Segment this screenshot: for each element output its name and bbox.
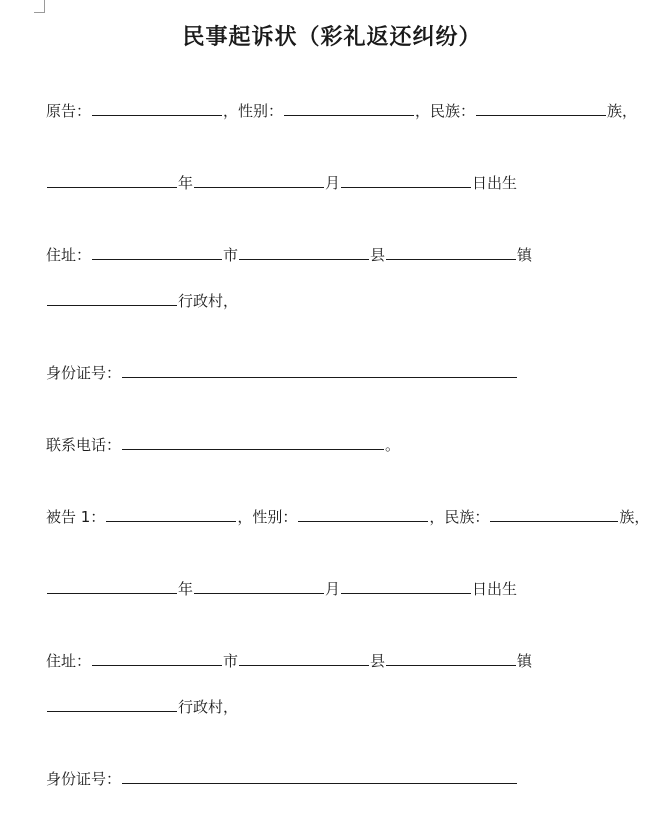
- plaintiff-id-blank[interactable]: [122, 362, 517, 378]
- defendant-birth-year-blank[interactable]: [47, 578, 177, 594]
- defendant-label: 被告 1：: [46, 508, 106, 526]
- plaintiff-birth-day-blank[interactable]: [341, 172, 471, 188]
- plaintiff-name-line: [46, 100, 637, 122]
- plaintiff-ethnicity-label: ，民族：: [415, 102, 476, 120]
- defendant-year-label: 年: [178, 580, 194, 598]
- plaintiff-birth-year-blank[interactable]: [47, 172, 177, 188]
- document-title: 民事起诉状（彩礼返还纠纷）: [182, 24, 482, 50]
- defendant-county-blank[interactable]: [239, 650, 369, 666]
- defendant-id-label: 身份证号：: [46, 770, 122, 788]
- plaintiff-gender-blank[interactable]: [284, 100, 414, 116]
- defendant-gender-blank[interactable]: [298, 506, 428, 522]
- plaintiff-year-label: 年: [178, 174, 194, 192]
- plaintiff-village-line: [46, 290, 238, 312]
- page-corner-mark: [34, 0, 45, 13]
- defendant-month-label: 月: [325, 580, 341, 598]
- plaintiff-id-line: [46, 362, 518, 384]
- defendant-city-blank[interactable]: [92, 650, 222, 666]
- plaintiff-city-blank[interactable]: [92, 244, 222, 260]
- defendant-village-line: [46, 696, 238, 718]
- plaintiff-id-label: 身份证号：: [46, 364, 122, 382]
- plaintiff-ethnicity-suffix: 族，: [607, 102, 638, 120]
- plaintiff-label: 原告：: [46, 102, 92, 120]
- plaintiff-phone-blank[interactable]: [122, 434, 384, 450]
- defendant-town-label: 镇: [517, 652, 533, 670]
- defendant-birth-day-blank[interactable]: [341, 578, 471, 594]
- defendant-ethnicity-label: ，民族：: [429, 508, 490, 526]
- plaintiff-village-blank[interactable]: [47, 290, 177, 306]
- defendant-birth-line: [46, 578, 517, 600]
- defendant-birth-month-blank[interactable]: [194, 578, 324, 594]
- defendant-county-label: 县: [370, 652, 386, 670]
- defendant-name-blank[interactable]: [106, 506, 236, 522]
- plaintiff-town-blank[interactable]: [386, 244, 516, 260]
- plaintiff-village-label: 行政村，: [178, 292, 239, 310]
- plaintiff-address-line: [46, 244, 532, 266]
- defendant-ethnicity-blank[interactable]: [490, 506, 618, 522]
- defendant-address-line: [46, 650, 532, 672]
- defendant-id-line: [46, 768, 518, 790]
- defendant-village-blank[interactable]: [47, 696, 177, 712]
- defendant-id-blank[interactable]: [122, 768, 517, 784]
- defendant-village-label: 行政村，: [178, 698, 239, 716]
- plaintiff-birth-line: [46, 172, 517, 194]
- defendant-name-line: [46, 506, 649, 528]
- plaintiff-county-label: 县: [370, 246, 386, 264]
- plaintiff-phone-suffix: 。: [385, 436, 401, 454]
- plaintiff-gender-label: ，性别：: [223, 102, 284, 120]
- plaintiff-phone-label: 联系电话：: [46, 436, 122, 454]
- defendant-gender-label: ，性别：: [237, 508, 298, 526]
- plaintiff-county-blank[interactable]: [239, 244, 369, 260]
- defendant-address-label: 住址：: [46, 652, 92, 670]
- plaintiff-month-label: 月: [325, 174, 341, 192]
- plaintiff-city-label: 市: [223, 246, 239, 264]
- plaintiff-town-label: 镇: [517, 246, 533, 264]
- defendant-town-blank[interactable]: [386, 650, 516, 666]
- defendant-birth-suffix: 日出生: [472, 580, 518, 598]
- defendant-ethnicity-suffix: 族，: [619, 508, 650, 526]
- plaintiff-birth-month-blank[interactable]: [194, 172, 324, 188]
- plaintiff-ethnicity-blank[interactable]: [476, 100, 606, 116]
- plaintiff-address-label: 住址：: [46, 246, 92, 264]
- defendant-city-label: 市: [223, 652, 239, 670]
- plaintiff-name-blank[interactable]: [92, 100, 222, 116]
- plaintiff-birth-suffix: 日出生: [472, 174, 518, 192]
- plaintiff-phone-line: [46, 434, 400, 456]
